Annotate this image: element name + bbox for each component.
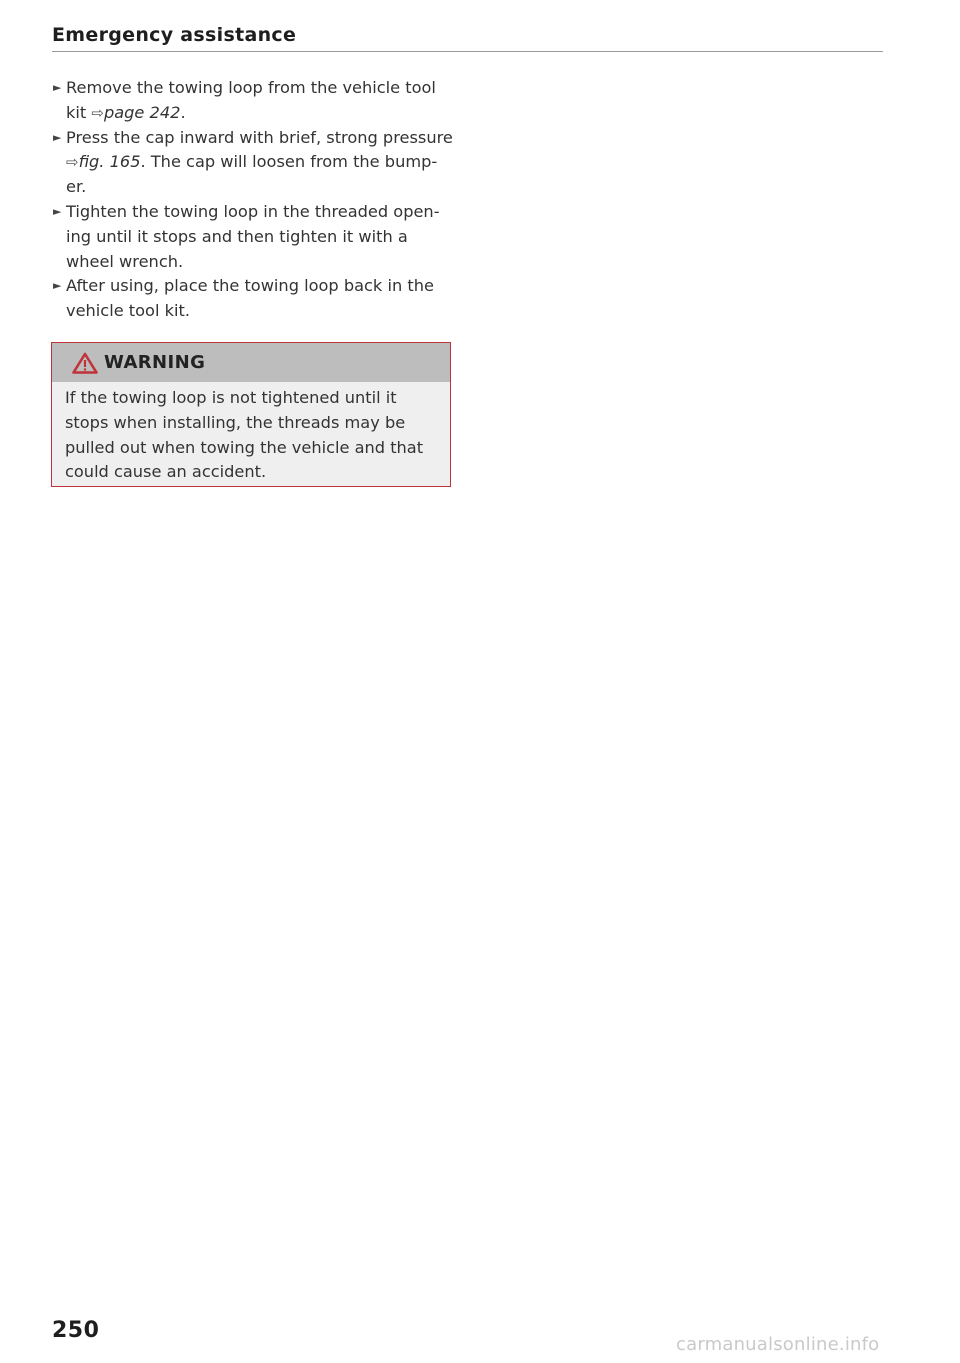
step-item: ► After using, place the towing loop back in the vehicle tool kit. bbox=[53, 276, 434, 321]
warning-header bbox=[52, 343, 450, 382]
step-item: ► Tighten the towing loop in the threaded open- ing until it stops and then tighten it with a wheel wrench. bbox=[53, 201, 440, 271]
instruction-steps bbox=[52, 76, 457, 324]
section-title: Emergency assistance bbox=[52, 24, 297, 46]
reference-arrow-icon: ⇨ bbox=[91, 103, 104, 122]
warning-triangle-icon bbox=[72, 352, 98, 374]
bullet-arrow-icon: ► bbox=[53, 81, 62, 94]
bullet-arrow-icon: ► bbox=[53, 204, 62, 218]
warning-text: If the towing loop is not tightened until it stops when installing, the threads may be pulled out when towing the vehicle and that could cause an accident. bbox=[65, 388, 424, 482]
header-divider bbox=[52, 51, 883, 52]
bullet-arrow-icon: ► bbox=[53, 279, 62, 293]
warning-box bbox=[51, 342, 451, 487]
page-reference-link[interactable]: page 242 bbox=[103, 102, 181, 122]
step-item: ► Press the cap inward with brief, strong pressure ⇨fig. 165. The cap will loosen from the bump- er. bbox=[53, 127, 453, 197]
figure-reference-link[interactable]: fig. 165 bbox=[78, 152, 141, 172]
step-item: ► Remove the towing loop from the vehicle tool kit ⇨page 242. bbox=[53, 78, 436, 122]
watermark: carmanualsonline.info bbox=[676, 1334, 880, 1355]
bullet-arrow-icon: ► bbox=[53, 130, 62, 144]
reference-arrow-icon: ⇨ bbox=[66, 153, 79, 172]
warning-title: WARNING bbox=[104, 352, 206, 373]
page-number: 250 bbox=[52, 1318, 100, 1343]
